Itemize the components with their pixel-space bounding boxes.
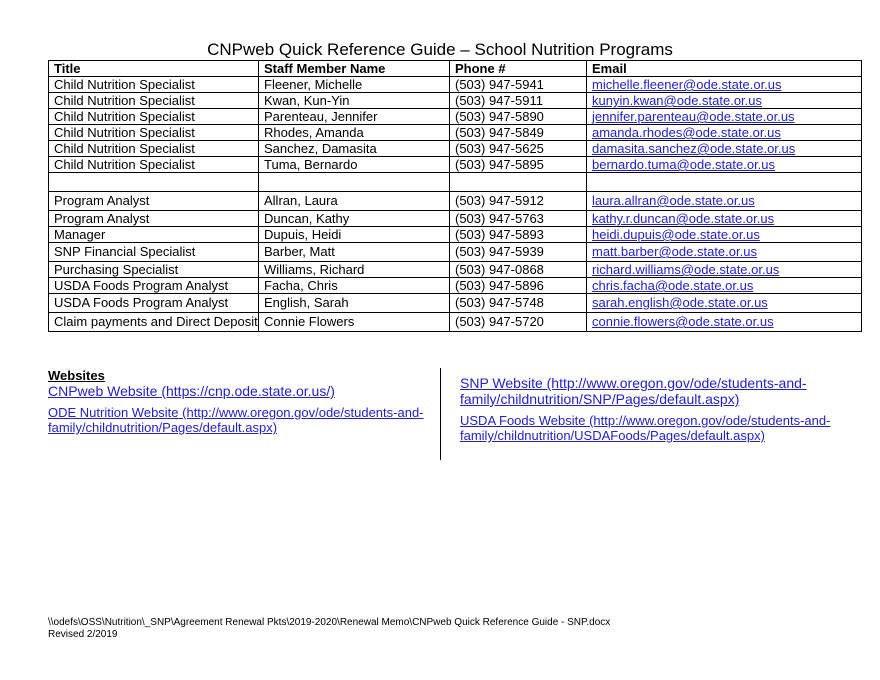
row-phone: (503) 947-0868 [450,262,587,278]
row-email-cell [587,294,862,313]
row-title: Child Nutrition Specialist [49,93,259,109]
table-row [49,93,862,109]
row-email-cell [587,313,862,332]
row-email-cell [587,278,862,294]
websites-heading: Websites [48,368,105,383]
table-row [49,157,862,173]
page-title: CNPweb Quick Reference Guide – School Nutrition Programs [207,40,673,59]
row-phone: (503) 947-5890 [450,109,587,125]
footer-file-path: \\odefs\OSS\Nutrition\_SNP\Agreement Renewal Pkts\2019-2020\Renewal Memo\CNPweb Quick Reference Guide - SNP.docx [48,617,611,628]
row-name: Williams, Richard [259,262,450,278]
row-email-cell [587,262,862,278]
row-phone: (503) 947-5911 [450,93,587,109]
table-row [49,77,862,93]
row-title: Purchasing Specialist [49,262,259,278]
row-name: Dupuis, Heidi [259,227,450,243]
table-row [49,109,862,125]
websites-right-column [460,375,860,443]
row-phone: (503) 947-5895 [450,157,587,173]
row-phone: (503) 947-5941 [450,77,587,93]
email-link[interactable]: bernardo.tuma@ode.state.or.us [592,157,776,172]
row-email-cell [587,109,862,125]
header-staff-name: Staff Member Name [259,61,450,77]
row-email-cell [587,192,862,211]
header-phone: Phone # [450,61,587,77]
blank-cell [259,173,450,192]
table-row [49,211,862,227]
row-email-cell [587,157,862,173]
row-title: Program Analyst [49,211,259,227]
blank-row [49,173,862,192]
email-link[interactable]: connie.flowers@ode.state.or.us [592,314,774,329]
row-phone: (503) 947-5896 [450,278,587,294]
email-link[interactable]: damasita.sanchez@ode.state.or.us [592,141,796,156]
row-title: USDA Foods Program Analyst [49,278,259,294]
email-link[interactable]: amanda.rhodes@ode.state.or.us [592,125,781,140]
footer [48,617,610,641]
contacts-table [48,60,862,332]
email-link[interactable]: sarah.english@ode.state.or.us [592,295,768,310]
row-title: SNP Financial Specialist [49,243,259,262]
row-title: Child Nutrition Specialist [49,125,259,141]
blank-cell [450,173,587,192]
row-name: English, Sarah [259,294,450,313]
email-link[interactable]: kathy.r.duncan@ode.state.or.us [592,211,775,226]
row-name: Sanchez, Damasita [259,141,450,157]
row-phone: (503) 947-5720 [450,313,587,332]
snp-website-link[interactable]: SNP Website (http://www.oregon.gov/ode/students-and-family/childnutrition/SNP/Pages/default.aspx) [460,375,807,407]
email-link[interactable]: chris.facha@ode.state.or.us [592,278,754,293]
table-row [49,192,862,211]
row-email-cell [587,125,862,141]
row-name: Tuma, Bernardo [259,157,450,173]
row-name: Duncan, Kathy [259,211,450,227]
email-link[interactable]: kunyin.kwan@ode.state.or.us [592,93,763,108]
table-header-row [49,61,862,77]
row-name: Allran, Laura [259,192,450,211]
row-email-cell [587,211,862,227]
email-link[interactable]: laura.allran@ode.state.or.us [592,193,755,208]
row-name: Parenteau, Jennifer [259,109,450,125]
row-email-cell [587,77,862,93]
row-title: Child Nutrition Specialist [49,77,259,93]
blank-cell [587,173,862,192]
table-row [49,262,862,278]
ode-nutrition-website-link[interactable]: ODE Nutrition Website (http://www.oregon.gov/ode/students-and-family/childnutrition/Pages/default.aspx) [48,405,424,435]
row-name: Barber, Matt [259,243,450,262]
row-email-cell [587,227,862,243]
table-row [49,243,862,262]
blank-cell [49,173,259,192]
table-row [49,125,862,141]
header-email: Email [587,61,862,77]
row-name: Fleener, Michelle [259,77,450,93]
header-title: Title [49,61,259,77]
footer-revised: Revised 2/2019 [48,629,118,640]
row-title: Child Nutrition Specialist [49,109,259,125]
row-email-cell [587,93,862,109]
cnpweb-website-link[interactable]: CNPweb Website (https://cnp.ode.state.or.us/) [48,383,335,399]
table-row [49,313,862,332]
row-phone: (503) 947-5849 [450,125,587,141]
websites-left-column [48,368,428,435]
table-row [49,278,862,294]
row-title: Child Nutrition Specialist [49,141,259,157]
row-phone: (503) 947-5748 [450,294,587,313]
email-link[interactable]: richard.williams@ode.state.or.us [592,262,780,277]
row-title: Claim payments and Direct Deposit [49,313,259,332]
row-phone: (503) 947-5893 [450,227,587,243]
row-title: USDA Foods Program Analyst [49,294,259,313]
row-phone: (503) 947-5763 [450,211,587,227]
table-row [49,141,862,157]
usda-foods-website-link[interactable]: USDA Foods Website (http://www.oregon.gov/ode/students-and-family/childnutrition/USDAFoods/Pages/default.aspx) [460,413,831,443]
table-row [49,294,862,313]
row-name: Connie Flowers [259,313,450,332]
row-name: Rhodes, Amanda [259,125,450,141]
row-phone: (503) 947-5625 [450,141,587,157]
row-name: Kwan, Kun-Yin [259,93,450,109]
email-link[interactable]: michelle.fleener@ode.state.or.us [592,77,782,92]
email-link[interactable]: matt.barber@ode.state.or.us [592,244,757,259]
row-phone: (503) 947-5939 [450,243,587,262]
row-email-cell [587,243,862,262]
column-divider [440,368,441,460]
row-title: Program Analyst [49,192,259,211]
email-link[interactable]: heidi.dupuis@ode.state.or.us [592,227,760,242]
table-row [49,227,862,243]
row-name: Facha, Chris [259,278,450,294]
row-title: Manager [49,227,259,243]
row-phone: (503) 947-5912 [450,192,587,211]
email-link[interactable]: jennifer.parenteau@ode.state.or.us [592,109,795,124]
row-title: Child Nutrition Specialist [49,157,259,173]
row-email-cell [587,141,862,157]
